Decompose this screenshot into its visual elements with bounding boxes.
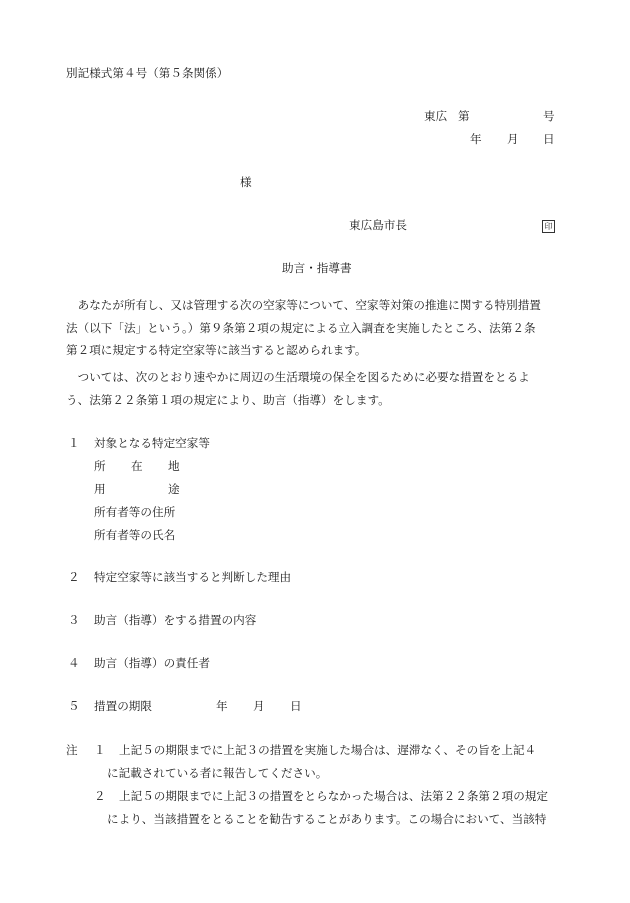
number-prefix: 第 — [458, 109, 470, 123]
form-label: 別記様式第４号（第５条関係） — [66, 66, 229, 80]
issuer: 東広島市長 — [349, 218, 407, 232]
field-use-char-2: 途 — [168, 482, 180, 496]
section-3-heading: 助言（指導）をする措置の内容 — [94, 613, 257, 627]
paragraph-2-line-2: う、法第２２条第１項の規定により、助言（指導）をします。 — [66, 392, 390, 407]
note-1-line-2: に記載されている者に報告してください。 — [107, 766, 328, 780]
paragraph-2-line-1: ついては、次のとおり速やかに周辺の生活環境の保全を図るために必要な措置をとるよ — [66, 370, 530, 384]
field-location-char-2: 在 — [131, 459, 143, 473]
paragraph-1-line-3: 第２項に規定する特定空家等に該当すると認められます。 — [66, 343, 367, 357]
field-location-char-1: 所 — [94, 459, 106, 473]
section-3-number: ３ — [68, 613, 80, 627]
date-month: 月 — [507, 132, 519, 146]
document-title: 助言・指導書 — [282, 261, 352, 275]
section-2-heading: 特定空家等に該当すると判断した理由 — [94, 570, 292, 584]
date-year: 年 — [470, 132, 482, 146]
number-suffix: 号 — [543, 109, 555, 123]
seal-mark — [542, 220, 555, 233]
seal-char: 印 — [542, 220, 555, 233]
deadline-year: 年 — [216, 699, 228, 713]
addressee-suffix: 様 — [240, 175, 252, 189]
field-owner-address: 所有者等の住所 — [94, 505, 176, 519]
section-4-number: ４ — [68, 656, 80, 670]
paragraph-1-line-2: 法（以下「法」という。）第９条第２項の規定による立入調査を実施したところ、法第２条 — [66, 320, 536, 335]
paragraph-1-line-1: あなたが所有し、又は管理する次の空家等について、空家等対策の推進に関する特別措置 — [66, 298, 541, 312]
note-2-line-2: により、当該措置をとることを勧告することがあります。この場合において、当該特 — [107, 812, 547, 826]
section-5-heading: 措置の期限 — [94, 699, 152, 713]
paragraph-2 — [66, 366, 566, 411]
section-1-heading: 対象となる特定空家等 — [94, 436, 210, 450]
field-owner-name: 所有者等の氏名 — [94, 528, 176, 542]
section-2-number: ２ — [68, 570, 80, 584]
section-4-heading: 助言（指導）の責任者 — [94, 656, 210, 670]
notes-label: 注 — [66, 743, 78, 757]
section-1-number: １ — [68, 436, 80, 450]
field-location-char-3: 地 — [168, 459, 180, 473]
field-use-char-1: 用 — [94, 482, 106, 496]
note-1-number: １ — [94, 743, 106, 757]
section-5-number: ５ — [68, 699, 80, 713]
note-1-line-1: 上記５の期限までに上記３の措置を実施した場合は、遅滞なく、その旨を上記４ — [119, 743, 537, 757]
date-day: 日 — [543, 132, 555, 146]
deadline-day: 日 — [290, 699, 302, 713]
note-2-number: ２ — [94, 789, 106, 803]
paragraph-1 — [66, 294, 566, 362]
note-2-line-1: 上記５の期限までに上記３の措置をとらなかった場合は、法第２２条第２項の規定 — [119, 789, 548, 803]
office-label: 東広 — [424, 109, 448, 123]
deadline-month: 月 — [253, 699, 265, 713]
